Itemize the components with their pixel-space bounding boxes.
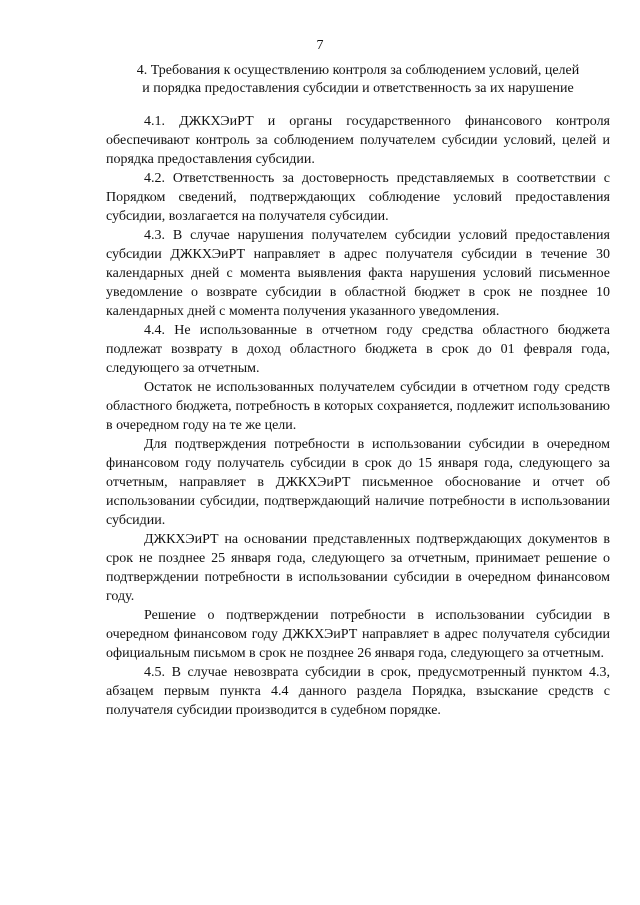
paragraph-need-confirmation: Для подтверждения потребности в использовании субсидии в очередном финансовом году получатель субсидии в срок до 15 января года, следующего за отчетным, направляет в ДЖКХЭиРТ письменное обоснование и отчет об использовании субсидии, подтверждающий наличие потребности в использовании субсидии. bbox=[106, 437, 610, 528]
section-heading-line-1: 4. Требования к осуществлению контроля за соблюдением условий, целей bbox=[136, 63, 580, 78]
paragraph-4-1: 4.1. ДЖКХЭиРТ и органы государственного финансового контроля обеспечивают контроль за соблюдением получателем субсидии условий, целей и порядка предоставления субсидии. bbox=[106, 114, 610, 167]
paragraph-remainder: Остаток не использованных получателем субсидии в отчетном году средств областного бюджета, потребность в которых сохраняется, подлежит использованию в очередном году на те же цели. bbox=[106, 380, 610, 433]
section-heading-line-2: и порядка предоставления субсидии и ответственность за их нарушение bbox=[142, 81, 574, 96]
paragraph-decision-letter: Решение о подтверждении потребности в использовании субсидии в очередном финансовом году ДЖКХЭиРТ направляет в адрес получателя субсидии официальным письмом в срок не позднее 26 января года, следующего за отчетным. bbox=[106, 608, 610, 661]
paragraph-4-4: 4.4. Не использованные в отчетном году средства областного бюджета подлежат возврату в доход областного бюджета в срок до 01 февраля года, следующего за отчетным. bbox=[106, 323, 610, 376]
section-heading bbox=[98, 62, 618, 98]
paragraph-4-3: 4.3. В случае нарушения получателем субсидии условий предоставления субсидии ДЖКХЭиРТ направляет в адрес получателя субсидии в течение 30 календарных дней с момента выявления факта нарушения условий письменное уведомление о возврате субсидии в областной бюджет в срок не позднее 10 календарных дней с момента получения указанного уведомления. bbox=[106, 228, 610, 319]
paragraph-4-5: 4.5. В случае невозврата субсидии в срок, предусмотренный пунктом 4.3, абзацем первым пункта 4.4 данного раздела Порядка, взыскание средств с получателя субсидии производится в судебном порядке. bbox=[106, 665, 610, 718]
page-number: 7 bbox=[316, 38, 324, 53]
paragraph-4-2: 4.2. Ответственность за достоверность представляемых в соответствии с Порядком сведений, подтверждающих соблюдение условий предоставления субсидии, возлагается на получателя субсидии. bbox=[106, 171, 610, 224]
document-body bbox=[106, 112, 610, 720]
paragraph-department-decision: ДЖКХЭиРТ на основании представленных подтверждающих документов в срок не позднее 25 января года, следующего за отчетным, принимает решение о подтверждении потребности в использовании субсидии в очередном финансовом году. bbox=[106, 532, 610, 604]
